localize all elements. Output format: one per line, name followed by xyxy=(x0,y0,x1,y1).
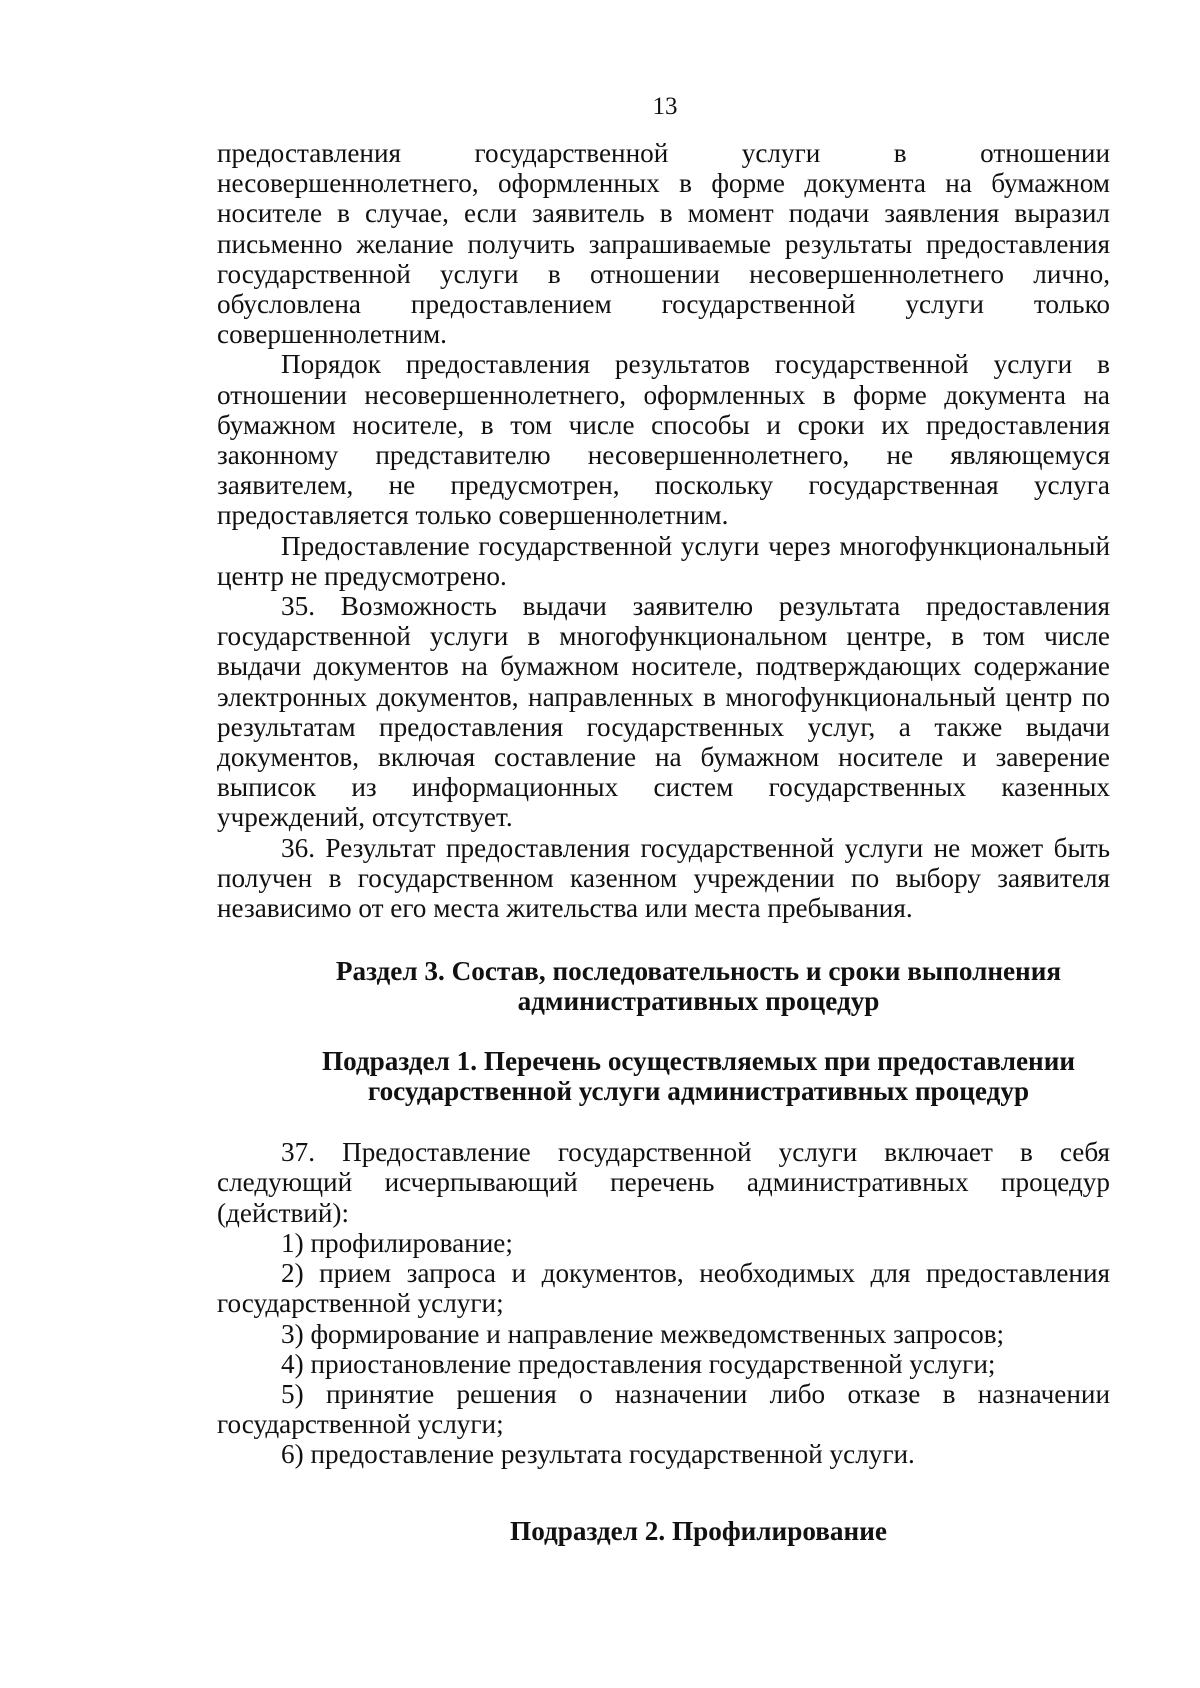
paragraph-continuation: предоставления государственной услуги в отношении несовершеннолетнего, оформленных в форме документа на бумажном носителе в случае, если заявитель в момент подачи заявления выразил письменно желание получить запрашиваемые результаты предоставления государственной услуги в отношении несовершеннолетнего лично, обусловлена предоставлением государственной услуги только совершеннолетним. xyxy=(217,138,1110,350)
procedure-item-2: 2) прием запроса и документов, необходимых для предоставления государственной услуги; xyxy=(217,1258,1110,1319)
paragraph-36: 36. Результат предоставления государственной услуги не может быть получен в государственном казенном учреждении по выбору заявителя независимо от его места жительства или места пребывания. xyxy=(217,832,1110,924)
paragraph-35: 35. Возможность выдачи заявителю результата предоставления государственной услуги в многофункциональном центре, в том числе выдачи документов на бумажном носителе, подтверждающих содержание электронных документов, направленных в многофункциональный центр по результатам предоставления государственных услуг, а также выдачи документов, включая составление на бумажном носителе и заверение выписок из информационных систем государственных казенных учреждений, отсутствует. xyxy=(217,591,1110,833)
document-body xyxy=(217,138,1110,1546)
paragraph-37: 37. Предоставление государственной услуги включает в себя следующий исчерпывающий перечень административных процедур (действий): xyxy=(217,1137,1110,1228)
procedure-item-6: 6) предоставление результата государственной услуги. xyxy=(281,1439,915,1470)
section-3-heading-line-2: административных процедур xyxy=(517,986,880,1017)
subsection-1-heading-line-2: государственной услуги административных процедур xyxy=(367,1076,1030,1107)
subsection-1-heading-line-1: Подраздел 1. Перечень осуществляемых при предоставлении xyxy=(321,1046,1076,1077)
page-number: 13 xyxy=(652,93,678,120)
paragraph-mfc-not-provided: Предоставление государственной услуги через многофункциональный центр не предусмотрено. xyxy=(217,530,1110,591)
procedure-item-3: 3) формирование и направление межведомственных запросов; xyxy=(281,1318,1005,1349)
procedure-item-4: 4) приостановление предоставления государственной услуги; xyxy=(281,1348,996,1379)
procedure-item-1: 1) профилирование; xyxy=(281,1227,513,1258)
paragraph-order-results: Порядок предоставления результатов государственной услуги в отношении несовершеннолетнего, оформленных в форме документа на бумажном носителе, в том числе способы и сроки их предоставления законному представителю несовершеннолетнего, не являющемуся заявителем, не предусмотрен, поскольку государственная услуга предоставляется только совершеннолетним. xyxy=(217,349,1110,531)
subsection-1-heading xyxy=(217,1046,1110,1106)
section-3-heading-line-1: Раздел 3. Состав, последовательность и сроки выполнения xyxy=(335,956,1062,987)
procedure-item-5: 5) принятие решения о назначении либо отказе в назначении государственной услуги; xyxy=(217,1378,1110,1440)
subsection-2-heading: Подраздел 2. Профилирование xyxy=(510,1515,887,1546)
section-3-heading xyxy=(217,956,1110,1016)
